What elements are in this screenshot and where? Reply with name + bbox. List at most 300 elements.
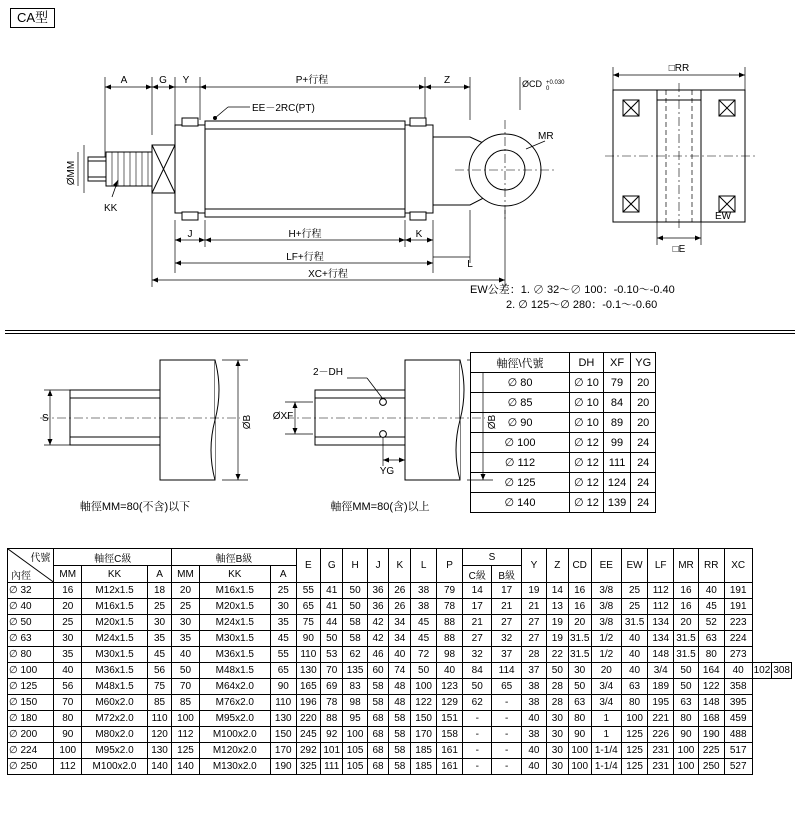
spec-cell-1-5: M20x1.5 (199, 599, 270, 615)
table-row (8, 743, 792, 759)
spec-cell-7-19: 3/4 (591, 695, 621, 711)
spec-cell-7-0: ∅ 150 (8, 695, 54, 711)
spec-cell-4-18: 31.5 (568, 647, 591, 663)
spec-cell-1-6: 30 (270, 599, 296, 615)
spec-cell-9-21: 226 (648, 727, 674, 743)
spec-cell-10-6: 170 (270, 743, 296, 759)
spec-cell-9-9: 100 (343, 727, 367, 743)
table-row (8, 679, 792, 695)
spec-cell-1-19: 3/8 (591, 599, 621, 615)
spec-cell-11-23: 250 (698, 759, 724, 775)
svg-text:ØCD: ØCD (522, 79, 542, 89)
spec-cell-6-9: 83 (343, 679, 367, 695)
spec-cell-4-12: 72 (411, 647, 437, 663)
spec-cell-10-2: M95x2.0 (82, 743, 148, 759)
spec-cell-0-24: 191 (724, 583, 752, 599)
spec-cell-6-20: 63 (621, 679, 647, 695)
spec-cell-1-2: M16x1.5 (82, 599, 148, 615)
spec-cell-5-18: 30 (568, 663, 591, 679)
spec-cell-0-4: 20 (172, 583, 200, 599)
dh-cell-5-0: ∅ 125 (471, 473, 570, 493)
spec-cell-7-23: 148 (698, 695, 724, 711)
spec-cell-6-7: 165 (296, 679, 320, 695)
table-row (471, 393, 656, 413)
mount-side-view (595, 45, 795, 265)
spec-cell-5-3: 56 (147, 663, 171, 679)
spec-cell-6-16: 38 (521, 679, 546, 695)
spec-cell-9-16: 38 (521, 727, 546, 743)
detail-view-rod-small (10, 350, 260, 500)
spec-cell-2-21: 134 (648, 615, 674, 631)
spec-cell-1-12: 38 (411, 599, 437, 615)
spec-cell-9-3: 120 (147, 727, 171, 743)
spec-cell-6-15: 65 (492, 679, 521, 695)
svg-text:G: G (159, 75, 167, 86)
spec-cell-0-20: 25 (621, 583, 647, 599)
spec-cell-3-8: 50 (320, 631, 343, 647)
spec-cell-2-13: 88 (437, 615, 463, 631)
spec-cell-7-18: 63 (568, 695, 591, 711)
spec-cell-1-11: 26 (389, 599, 411, 615)
spec-cell-9-18: 90 (568, 727, 591, 743)
spec-cell-1-10: 36 (367, 599, 389, 615)
spec-cell-0-0: ∅ 32 (8, 583, 54, 599)
spec-cell-3-0: ∅ 63 (8, 631, 54, 647)
svg-text:KK: KK (104, 203, 118, 214)
spec-cell-8-22: 80 (674, 711, 699, 727)
dh-cell-3-1: ∅ 12 (570, 433, 604, 453)
spec-cell-0-17: 14 (547, 583, 569, 599)
spec-cell-8-3: 110 (147, 711, 171, 727)
spec-cell-4-17: 22 (547, 647, 569, 663)
spec-cell-4-9: 62 (343, 647, 367, 663)
spec-sub-header-2: A (147, 566, 171, 583)
divider-top (5, 330, 795, 331)
spec-cell-11-21: 231 (648, 759, 674, 775)
spec-cell-2-22: 20 (674, 615, 699, 631)
spec-cell-6-3: 75 (147, 679, 171, 695)
spec-cell-11-1: 112 (54, 759, 82, 775)
spec-cell-1-4: 25 (172, 599, 200, 615)
spec-group-header-K: K (389, 549, 411, 583)
spec-cell-8-16: 40 (521, 711, 546, 727)
spec-cell-7-24: 395 (724, 695, 752, 711)
spec-cell-0-10: 36 (367, 583, 389, 599)
spec-cell-1-16: 21 (521, 599, 546, 615)
dh-cell-6-3: 24 (631, 493, 656, 513)
spec-cell-9-0: ∅ 200 (8, 727, 54, 743)
spec-cell-0-6: 25 (270, 583, 296, 599)
spec-cell-3-10: 42 (367, 631, 389, 647)
spec-cell-7-11: 48 (389, 695, 411, 711)
spec-cell-2-19: 3/8 (591, 615, 621, 631)
spec-cell-6-11: 48 (389, 679, 411, 695)
spec-cell-6-6: 90 (270, 679, 296, 695)
spec-cell-7-14: 62 (463, 695, 492, 711)
spec-cell-5-10: 60 (367, 663, 389, 679)
spec-cell-4-11: 40 (389, 647, 411, 663)
spec-cell-6-2: M48x1.5 (82, 679, 148, 695)
svg-text:ØXF: ØXF (272, 411, 294, 422)
spec-cell-10-1: 100 (54, 743, 82, 759)
spec-sub-header-4: KK (199, 566, 270, 583)
spec-cell-11-7: 325 (296, 759, 320, 775)
spec-cell-8-21: 221 (648, 711, 674, 727)
spec-cell-5-11: 74 (389, 663, 411, 679)
spec-cell-2-7: 75 (296, 615, 320, 631)
spec-cell-10-17: 30 (547, 743, 569, 759)
spec-table (7, 548, 792, 775)
spec-corner-cell (8, 549, 54, 583)
spec-cell-9-6: 150 (270, 727, 296, 743)
spec-cell-4-16: 28 (521, 647, 546, 663)
spec-cell-10-0: ∅ 224 (8, 743, 54, 759)
spec-cell-4-4: 40 (172, 647, 200, 663)
svg-text:MR: MR (538, 131, 554, 142)
spec-cell-9-23: 190 (698, 727, 724, 743)
spec-cell-8-18: 80 (568, 711, 591, 727)
svg-text:K: K (415, 229, 423, 240)
svg-text:ØMM: ØMM (66, 160, 77, 186)
svg-text:0: 0 (546, 86, 550, 92)
spec-cell-10-12: 185 (411, 743, 437, 759)
svg-text:EW: EW (714, 211, 732, 222)
spec-cell-9-7: 245 (296, 727, 320, 743)
spec-cell-8-15: - (492, 711, 521, 727)
spec-cell-5-19: 20 (591, 663, 621, 679)
spec-cell-2-18: 20 (568, 615, 591, 631)
spec-cell-2-10: 42 (367, 615, 389, 631)
dh-table-header-1: DH (570, 353, 604, 373)
page-title: CA型 (10, 8, 55, 28)
spec-cell-4-2: M30x1.5 (82, 647, 148, 663)
spec-cell-3-19: 1/2 (591, 631, 621, 647)
dh-table (470, 352, 656, 513)
spec-cell-0-8: 41 (320, 583, 343, 599)
spec-cell-8-24: 459 (724, 711, 752, 727)
spec-cell-11-16: 40 (521, 759, 546, 775)
spec-cell-8-11: 58 (389, 711, 411, 727)
spec-cell-11-9: 105 (343, 759, 367, 775)
spec-cell-3-7: 90 (296, 631, 320, 647)
spec-cell-4-5: M36x1.5 (199, 647, 270, 663)
spec-sub-header-6: C級 (463, 566, 492, 583)
spec-cell-0-13: 79 (437, 583, 463, 599)
spec-cell-8-2: M72x2.0 (82, 711, 148, 727)
spec-cell-11-5: M130x2.0 (199, 759, 270, 775)
dh-cell-6-1: ∅ 12 (570, 493, 604, 513)
spec-sub-header-7: B級 (492, 566, 521, 583)
detail-view-rod-large (255, 350, 505, 500)
spec-group-header-CD: CD (568, 549, 591, 583)
dh-cell-2-2: 89 (603, 413, 630, 433)
spec-cell-11-24: 527 (724, 759, 752, 775)
tolerance-note-line2: 2. ∅ 125～∅ 280：-0.1～-0.60 (506, 299, 658, 311)
dh-cell-4-0: ∅ 112 (471, 453, 570, 473)
spec-cell-6-18: 50 (568, 679, 591, 695)
spec-corner-top: 代號 (30, 553, 51, 564)
spec-cell-0-3: 18 (147, 583, 171, 599)
spec-cell-5-5: M48x1.5 (199, 663, 270, 679)
table-row (8, 711, 792, 727)
spec-cell-3-2: M24x1.5 (82, 631, 148, 647)
spec-cell-10-24: 517 (724, 743, 752, 759)
spec-group-header-G: G (320, 549, 343, 583)
dh-cell-5-3: 24 (631, 473, 656, 493)
spec-cell-4-6: 55 (270, 647, 296, 663)
spec-cell-6-10: 58 (367, 679, 389, 695)
spec-cell-11-13: 161 (437, 759, 463, 775)
spec-group-header-Y: Y (521, 549, 546, 583)
spec-cell-3-12: 45 (411, 631, 437, 647)
spec-cell-4-15: 37 (492, 647, 521, 663)
spec-cell-11-8: 111 (320, 759, 343, 775)
spec-cell-10-15: - (492, 743, 521, 759)
spec-cell-1-20: 25 (621, 599, 647, 615)
spec-cell-0-15: 17 (492, 583, 521, 599)
tolerance-note (470, 283, 790, 313)
spec-cell-6-22: 50 (674, 679, 699, 695)
spec-cell-3-9: 58 (343, 631, 367, 647)
spec-cell-2-0: ∅ 50 (8, 615, 54, 631)
spec-cell-4-21: 148 (648, 647, 674, 663)
spec-cell-4-1: 35 (54, 647, 82, 663)
spec-cell-7-16: 38 (521, 695, 546, 711)
dh-cell-0-2: 79 (603, 373, 630, 393)
spec-sub-header-1: KK (82, 566, 148, 583)
tolerance-note-line1: EW公差：1. ∅ 32～∅ 100：-0.10～-0.40 (470, 284, 675, 296)
spec-cell-5-14: 84 (463, 663, 492, 679)
spec-cell-3-15: 32 (492, 631, 521, 647)
spec-cell-0-5: M16x1.5 (199, 583, 270, 599)
spec-cell-11-11: 58 (389, 759, 411, 775)
spec-cell-7-10: 58 (367, 695, 389, 711)
svg-text:P+行程: P+行程 (295, 75, 329, 86)
spec-cell-0-2: M12x1.5 (82, 583, 148, 599)
spec-cell-3-20: 40 (621, 631, 647, 647)
table-row (8, 663, 792, 679)
spec-cell-2-16: 27 (521, 615, 546, 631)
spec-cell-2-14: 21 (463, 615, 492, 631)
spec-cell-2-5: M24x1.5 (199, 615, 270, 631)
spec-cell-7-20: 80 (621, 695, 647, 711)
spec-sub-header-5: A (270, 566, 296, 583)
svg-text:□RR: □RR (668, 63, 690, 74)
spec-cell-0-23: 40 (698, 583, 724, 599)
spec-cell-9-5: M100x2.0 (199, 727, 270, 743)
spec-cell-10-3: 130 (147, 743, 171, 759)
spec-cell-4-19: 1/2 (591, 647, 621, 663)
spec-cell-6-4: 70 (172, 679, 200, 695)
spec-cell-10-13: 161 (437, 743, 463, 759)
spec-cell-2-9: 58 (343, 615, 367, 631)
spec-group-header-EW: EW (621, 549, 647, 583)
spec-cell-6-0: ∅ 125 (8, 679, 54, 695)
spec-cell-9-17: 30 (547, 727, 569, 743)
spec-cell-2-12: 45 (411, 615, 437, 631)
spec-cell-5-6: 65 (270, 663, 296, 679)
dh-cell-3-0: ∅ 100 (471, 433, 570, 453)
spec-cell-8-8: 88 (320, 711, 343, 727)
spec-cell-6-8: 69 (320, 679, 343, 695)
spec-group-header-P: P (437, 549, 463, 583)
spec-cell-5-2: M36x1.5 (82, 663, 148, 679)
spec-cell-6-1: 56 (54, 679, 82, 695)
spec-cell-9-22: 90 (674, 727, 699, 743)
spec-cell-6-12: 100 (411, 679, 437, 695)
spec-cell-3-6: 45 (270, 631, 296, 647)
dh-cell-1-2: 84 (603, 393, 630, 413)
table-row (8, 695, 792, 711)
spec-cell-11-4: 140 (172, 759, 200, 775)
spec-cell-4-22: 31.5 (674, 647, 699, 663)
dh-cell-3-3: 24 (631, 433, 656, 453)
spec-cell-11-17: 30 (547, 759, 569, 775)
dh-cell-2-3: 20 (631, 413, 656, 433)
spec-cell-4-20: 40 (621, 647, 647, 663)
spec-group-header-Z: Z (547, 549, 569, 583)
spec-cell-1-23: 45 (698, 599, 724, 615)
spec-cell-9-20: 125 (621, 727, 647, 743)
spec-cell-11-18: 100 (568, 759, 591, 775)
spec-group-header-LF: LF (648, 549, 674, 583)
spec-sub-header-0: MM (54, 566, 82, 583)
dh-cell-1-0: ∅ 85 (471, 393, 570, 413)
table-row (8, 615, 792, 631)
detail-left-caption: 軸徑MM=80(不含)以下 (79, 501, 191, 513)
spec-cell-7-22: 63 (674, 695, 699, 711)
spec-cell-10-19: 1-1/4 (591, 743, 621, 759)
dh-cell-0-1: ∅ 10 (570, 373, 604, 393)
dh-cell-5-2: 124 (603, 473, 630, 493)
spec-cell-1-7: 65 (296, 599, 320, 615)
spec-cell-9-13: 158 (437, 727, 463, 743)
svg-text:EE－2RC(PT): EE－2RC(PT) (252, 103, 315, 114)
svg-text:LF+行程: LF+行程 (286, 252, 324, 263)
spec-cell-10-8: 101 (320, 743, 343, 759)
spec-cell-5-17: 50 (547, 663, 569, 679)
spec-cell-8-4: 100 (172, 711, 200, 727)
spec-cell-7-4: 85 (172, 695, 200, 711)
dh-cell-6-0: ∅ 140 (471, 493, 570, 513)
spec-cell-8-9: 95 (343, 711, 367, 727)
spec-cell-4-0: ∅ 80 (8, 647, 54, 663)
spec-cell-9-10: 68 (367, 727, 389, 743)
spec-cell-9-2: M80x2.0 (82, 727, 148, 743)
spec-cell-8-17: 30 (547, 711, 569, 727)
dh-table-header-0: 軸徑\代號 (471, 353, 570, 373)
spec-cell-11-2: M100x2.0 (82, 759, 148, 775)
spec-cell-5-15: 114 (492, 663, 521, 679)
spec-cell-9-8: 92 (320, 727, 343, 743)
table-row (8, 727, 792, 743)
spec-cell-9-14: - (463, 727, 492, 743)
spec-cell-7-1: 70 (54, 695, 82, 711)
spec-cell-11-20: 125 (621, 759, 647, 775)
spec-cell-1-14: 17 (463, 599, 492, 615)
spec-cell-0-18: 16 (568, 583, 591, 599)
spec-cell-1-13: 78 (437, 599, 463, 615)
spec-cell-7-15: - (492, 695, 521, 711)
spec-cell-11-6: 190 (270, 759, 296, 775)
spec-header-row-1 (8, 549, 792, 566)
spec-cell-2-15: 27 (492, 615, 521, 631)
spec-cell-5-20: 40 (621, 663, 647, 679)
spec-cell-2-1: 25 (54, 615, 82, 631)
spec-cell-4-8: 53 (320, 647, 343, 663)
spec-cell-4-14: 32 (463, 647, 492, 663)
spec-cell-0-9: 50 (343, 583, 367, 599)
spec-cell-10-5: M120x2.0 (199, 743, 270, 759)
spec-cell-10-20: 125 (621, 743, 647, 759)
spec-cell-0-1: 16 (54, 583, 82, 599)
spec-cell-0-19: 3/8 (591, 583, 621, 599)
spec-cell-6-21: 189 (648, 679, 674, 695)
spec-group-header-H: H (343, 549, 367, 583)
table-row (471, 453, 656, 473)
dh-cell-0-3: 20 (631, 373, 656, 393)
spec-cell-1-17: 13 (547, 599, 569, 615)
dh-cell-1-3: 20 (631, 393, 656, 413)
spec-cell-1-18: 16 (568, 599, 591, 615)
spec-cell-2-11: 34 (389, 615, 411, 631)
spec-cell-8-7: 220 (296, 711, 320, 727)
spec-group-header-EE: EE (591, 549, 621, 583)
spec-cell-3-1: 30 (54, 631, 82, 647)
spec-cell-11-19: 1-1/4 (591, 759, 621, 775)
spec-cell-3-14: 27 (463, 631, 492, 647)
dh-cell-1-1: ∅ 10 (570, 393, 604, 413)
spec-cell-8-1: 80 (54, 711, 82, 727)
spec-group-header-RR: RR (698, 549, 724, 583)
spec-cell-3-21: 134 (648, 631, 674, 647)
spec-cell-5-24: 40 (724, 663, 752, 679)
spec-group-header-軸徑B級: 軸徑B級 (172, 549, 297, 566)
table-row (8, 631, 792, 647)
spec-cell-2-20: 31.5 (621, 615, 647, 631)
spec-group-header-S: S (463, 549, 522, 566)
spec-cell-2-4: 30 (172, 615, 200, 631)
spec-cell-2-6: 35 (270, 615, 296, 631)
spec-cell-5-23: 164 (698, 663, 724, 679)
spec-cell-7-12: 122 (411, 695, 437, 711)
spec-cell-3-5: M30x1.5 (199, 631, 270, 647)
spec-cell-1-9: 50 (343, 599, 367, 615)
spec-cell-3-17: 19 (547, 631, 569, 647)
spec-cell-8-20: 100 (621, 711, 647, 727)
spec-cell-0-22: 16 (674, 583, 699, 599)
table-row (8, 647, 792, 663)
spec-group-header-MR: MR (674, 549, 699, 583)
spec-cell-5-0: ∅ 100 (8, 663, 54, 679)
spec-corner-bottom: 內徑 (11, 571, 31, 582)
spec-cell-4-7: 110 (296, 647, 320, 663)
spec-group-header-軸徑C級: 軸徑C級 (54, 549, 172, 566)
svg-text:2－DH: 2－DH (312, 367, 343, 378)
spec-cell-1-22: 16 (674, 599, 699, 615)
spec-cell-5-21: 3/4 (648, 663, 674, 679)
spec-cell-2-23: 52 (698, 615, 724, 631)
dh-cell-2-0: ∅ 90 (471, 413, 570, 433)
table-row (471, 433, 656, 453)
spec-cell-6-5: M64x2.0 (199, 679, 270, 695)
spec-cell-8-23: 168 (698, 711, 724, 727)
spec-cell-7-13: 129 (437, 695, 463, 711)
dh-cell-6-2: 139 (603, 493, 630, 513)
spec-cell-8-12: 150 (411, 711, 437, 727)
spec-cell-10-11: 58 (389, 743, 411, 759)
spec-cell-9-1: 90 (54, 727, 82, 743)
